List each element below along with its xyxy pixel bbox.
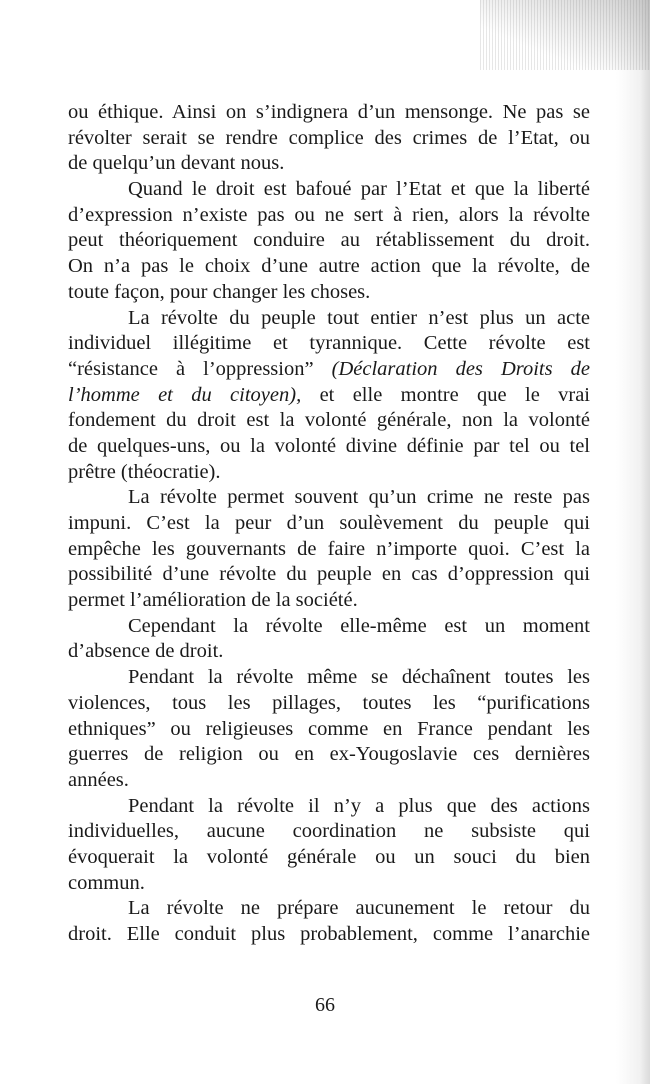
page-body — [68, 100, 590, 948]
text-line: Quand le droit est bafoué par l’Etat et que la liberté — [128, 178, 590, 201]
text-line: La révolte permet souvent qu’un crime ne reste pas — [128, 486, 590, 509]
text-line: Pendant la révolte il n’y a plus que des actions — [128, 794, 590, 817]
text-line: prêtre (théocratie). — [68, 460, 221, 483]
text-line: possibilité d’une révolte du peuple en cas d’oppression qui — [68, 563, 590, 586]
text-line: années. — [68, 768, 129, 791]
text-line: d’absence de droit. — [68, 640, 224, 663]
page-number: 66 — [315, 994, 335, 1016]
text-line: révolter serait se rendre complice des crimes de l’Etat, ou — [68, 126, 590, 149]
text-line: de quelques-uns, ou la volonté divine définie par tel ou tel — [68, 434, 590, 457]
italic-citation: l’homme et du citoyen), — [68, 383, 302, 406]
scan-shadow-edge — [616, 0, 650, 1084]
text-line: La révolte ne prépare aucunement le retour du — [128, 897, 590, 920]
text-line: individuel illégitime et tyrannique. Cette révolte est — [68, 332, 590, 355]
text-line: Cependant la révolte elle-même est un moment — [128, 614, 590, 637]
text-line: “résistance à l’oppression” (Déclaration des Droits de — [68, 357, 591, 380]
text-line: l’homme et du citoyen), et elle montre que le vrai — [68, 383, 591, 406]
text-line: impuni. C’est la peur d’un soulèvement du peuple qui — [68, 512, 590, 534]
text-line: violences, tous les pillages, toutes les “purifications — [68, 691, 590, 714]
text-line: ou éthique. Ainsi on s’indignera d’un mensonge. Ne pas se — [68, 101, 590, 123]
text-line: toute façon, pour changer les choses. — [68, 280, 371, 303]
text-line: droit. Elle conduit plus probablement, comme l’anarchie — [68, 923, 590, 945]
text-line: La révolte du peuple tout entier n’est plus un acte — [128, 306, 590, 329]
text-line: fondement du droit est la volonté générale, non la volonté — [68, 409, 590, 432]
text-line: empêche les gouvernants de faire n’importe quoi. C’est la — [68, 537, 590, 560]
text-line: de quelqu’un devant nous. — [68, 152, 285, 175]
scan-corner-artifact — [480, 0, 650, 70]
text-line: peut théoriquement conduire au rétablissement du droit. — [68, 229, 590, 252]
text-line: d’expression n’existe pas ou ne sert à rien, alors la révolte — [68, 203, 590, 226]
text-line: évoquerait la volonté générale ou un souci du bien — [68, 845, 590, 868]
text-line: individuelles, aucune coordination ne subsiste qui — [68, 820, 590, 843]
text-line: On n’a pas le choix d’une autre action que la révolte, de — [68, 255, 590, 278]
text-line: permet l’amélioration de la société. — [68, 589, 358, 612]
text-line: Pendant la révolte même se déchaînent toutes les — [128, 666, 590, 689]
italic-citation: (Déclaration des Droits de — [331, 357, 591, 380]
text-line: guerres de religion ou en ex-Yougoslavie ces dernières — [68, 743, 590, 766]
text-line: ethniques” ou religieuses comme en France pendant les — [68, 717, 590, 740]
text-line: commun. — [68, 871, 145, 894]
